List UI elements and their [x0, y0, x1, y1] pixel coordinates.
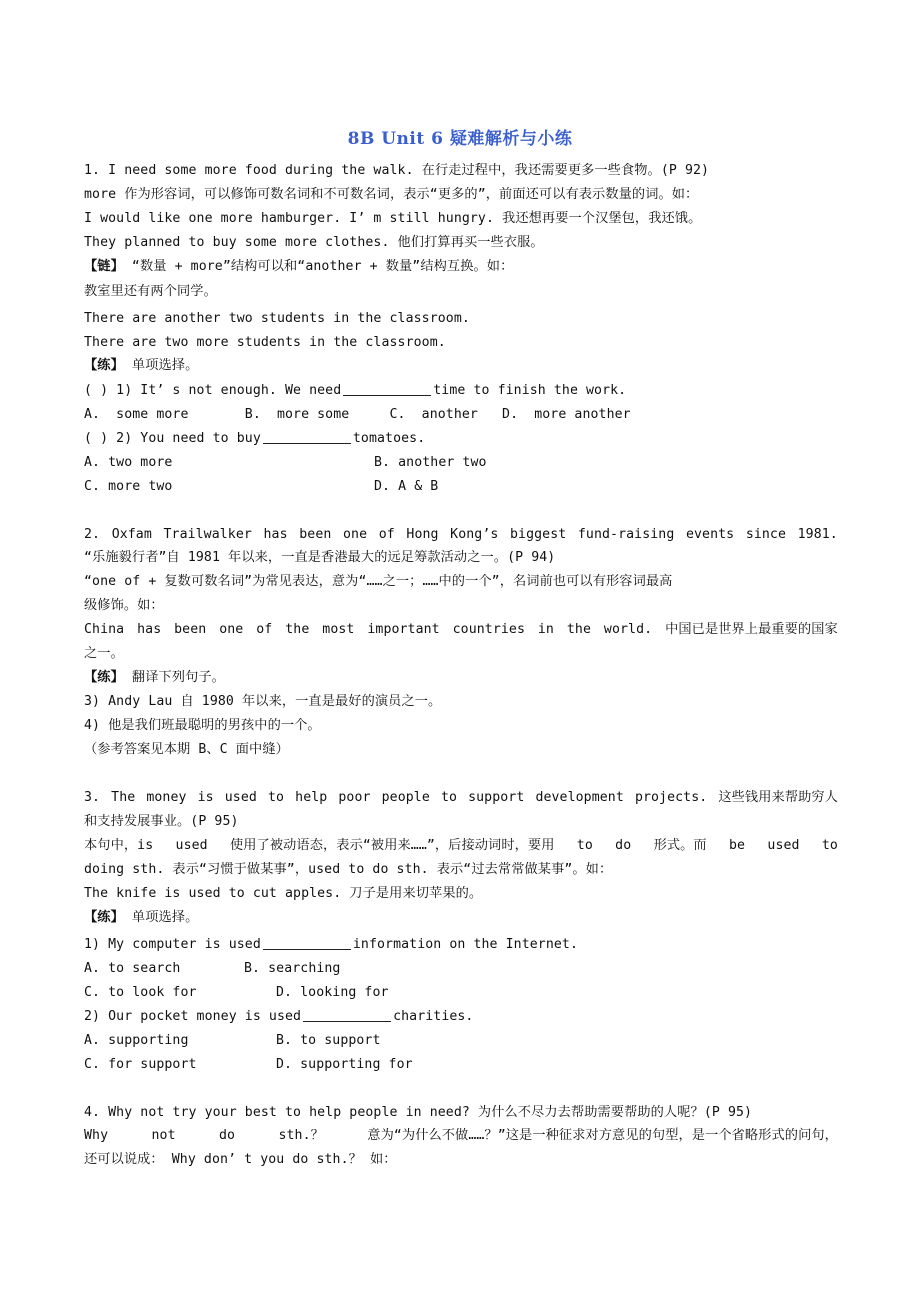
s2-question-3: 3) Andy Lau 自 1980 年以来，一直是最好的演员之一。 [84, 694, 442, 709]
word: of [256, 622, 273, 637]
word: Trailwalker [163, 527, 252, 542]
option-a: A. to search [84, 961, 181, 976]
s1-line-8: There are two more students in the classroom. [84, 335, 446, 350]
option-c: C. more two [84, 479, 173, 494]
answer-blank[interactable] [343, 381, 431, 396]
word: do [615, 838, 632, 853]
link-tag: 【链】 [84, 259, 124, 274]
s2-line-6: 之一。 [84, 646, 124, 661]
practice-tag: 【练】 [84, 358, 124, 373]
word: 3. [84, 790, 101, 805]
word: 2. [84, 527, 101, 542]
word: 中国已是世界上最重要的国家 [665, 622, 838, 637]
word: has [137, 622, 162, 637]
word: Why [84, 1128, 109, 1143]
option-c: C. for support [84, 1057, 197, 1072]
question-tail: charities. [393, 1009, 474, 1024]
practice-text: 单项选择。 [131, 910, 199, 925]
s4-line-3: 还可以说成： Why don’ t you do sth.？ 如： [84, 1152, 397, 1167]
s2-line-3: “one of + 复数可数名词”为常见表达，意为“……之一；……中的一个”，名词前也可以有形容词最高 [84, 574, 673, 589]
word: support [468, 790, 525, 805]
word: of [378, 527, 395, 542]
word: The [111, 790, 136, 805]
word: been [299, 527, 332, 542]
word: 本句中，is [84, 838, 154, 853]
question-stem: 2) Our pocket money is used [84, 1009, 302, 1024]
word: projects. [634, 790, 708, 805]
s3-line-4: doing sth. 表示“习惯于做某事”，used to do sth. 表示“过去常常做某事”。如： [84, 862, 613, 877]
word: to [576, 838, 593, 853]
word: not [151, 1128, 176, 1143]
word: 使用了被动语态，表示“被用来……”，后接动词时，要用 [230, 838, 555, 853]
word: biggest [510, 527, 567, 542]
word: used [175, 838, 208, 853]
s1-line-1: 1. I need some more food during the walk. 在行走过程中，我还需要更多一些食物。(P 92) [84, 163, 710, 178]
s3-line-2: 和支持发展事业。(P 95) [84, 814, 239, 829]
word: sth.？ [278, 1128, 324, 1143]
s1-question-1 [84, 381, 840, 401]
answer-blank[interactable] [263, 935, 351, 950]
option-a: A. supporting [84, 1033, 189, 1048]
practice-tag: 【练】 [84, 910, 124, 925]
s1-question-1-options: A. some more B. more some C. another D. more another [84, 407, 631, 422]
word: fund-raising [577, 527, 675, 542]
justified-line [84, 1126, 838, 1146]
option-d: D. A & B [374, 479, 439, 494]
s2-question-4: 4) 他是我们班最聪明的男孩中的一个。 [84, 718, 321, 733]
word: Oxfam [111, 527, 152, 542]
word: been [174, 622, 207, 637]
word: to [268, 790, 285, 805]
s2-practice-heading [84, 668, 840, 688]
s3-practice-heading [84, 908, 840, 928]
word: 形式。而 [653, 838, 707, 853]
word: most [322, 622, 355, 637]
word: used [224, 790, 257, 805]
word: China [84, 622, 125, 637]
word: since [745, 527, 787, 542]
s3-question-2 [84, 1007, 840, 1027]
answer-blank[interactable] [263, 429, 351, 444]
s1-line-2: more 作为形容词，可以修饰可数名词和不可数名词，表示“更多的”，前面还可以有表示数量的词。如： [84, 187, 699, 202]
s1-line-3: I would like one more hamburger. I’ m still hungry. 我还想再要一个汉堡包，我还饿。 [84, 211, 702, 226]
justified-line [84, 620, 838, 640]
s2-line-1 [84, 525, 840, 545]
question-tail: tomatoes. [352, 431, 426, 446]
word: is [197, 790, 214, 805]
s1-link-line [84, 257, 840, 277]
word: 这些钱用来帮助穷人 [718, 790, 838, 805]
word: to [440, 790, 458, 805]
question-tail: information on the Internet. [352, 937, 578, 952]
word: money [146, 790, 187, 805]
option-b: B. searching [244, 961, 341, 976]
word: to [821, 838, 838, 853]
word: countries [452, 622, 525, 637]
practice-text: 翻译下列句子。 [131, 670, 225, 685]
option-b: B. to support [276, 1033, 381, 1048]
s4-line-2 [84, 1126, 840, 1146]
question-stem: 1) My computer is used [84, 937, 261, 952]
word: be [729, 838, 746, 853]
word: 意为“为什么不做……？”这是一种征求对方意见的句型，是一个省略形式的问句， [367, 1128, 838, 1143]
word: Hong [406, 527, 439, 542]
word: one [343, 527, 368, 542]
word: events [685, 527, 735, 542]
practice-text: 单项选择。 [131, 358, 199, 373]
s1-line-6: 教室里还有两个同学。 [84, 284, 217, 299]
s3-line-5: The knife is used to cut apples. 刀子是用来切苹果的。 [84, 886, 483, 901]
option-a: A. two more [84, 455, 173, 470]
justified-line [84, 836, 838, 856]
question-tail: time to finish the work. [433, 383, 627, 398]
word: used [767, 838, 800, 853]
word: world. [603, 622, 653, 637]
s1-practice-heading [84, 356, 840, 376]
word: the [285, 622, 310, 637]
word: development [535, 790, 624, 805]
word: help [295, 790, 328, 805]
option-c: C. to look for [84, 985, 197, 1000]
justified-line [84, 525, 838, 545]
answer-blank[interactable] [303, 1007, 391, 1022]
s3-line-1 [84, 788, 840, 808]
justified-line [84, 788, 838, 808]
word: in [537, 622, 554, 637]
s1-line-4: They planned to buy some more clothes. 他们打算再买一些衣服。 [84, 235, 544, 250]
word: poor [338, 790, 371, 805]
s2-answer-note: （参考答案见本期 B、C 面中缝） [84, 742, 289, 757]
question-stem: ( ) 1) It’ s not enough. We need [84, 383, 342, 398]
s1-line-7: There are another two students in the classroom. [84, 311, 470, 326]
page-title: 8B Unit 6 疑难解析与小练 [347, 129, 573, 149]
practice-tag: 【练】 [84, 670, 124, 685]
s4-line-1: 4. Why not try your best to help people in need? 为什么不尽力去帮助需要帮助的人呢？(P 95) [84, 1105, 753, 1120]
word: 1981. [797, 527, 838, 542]
option-b: B. another two [374, 455, 487, 470]
s1-question-2 [84, 429, 840, 449]
word: Kong’s [450, 527, 499, 542]
word: the [566, 622, 592, 637]
option-d: D. looking for [276, 985, 389, 1000]
word: do [219, 1128, 236, 1143]
link-text: “数量 + more”结构可以和“another + 数量”结构互换。如： [131, 259, 514, 274]
question-stem: ( ) 2) You need to buy [84, 431, 261, 446]
word: has [263, 527, 288, 542]
s2-line-4: 级修饰。如： [84, 598, 164, 613]
word: one [219, 622, 244, 637]
s2-line-5 [84, 620, 840, 640]
s3-question-1 [84, 935, 840, 955]
s3-line-3 [84, 836, 840, 856]
option-d: D. supporting for [276, 1057, 413, 1072]
s2-line-2: “乐施毅行者”自 1981 年以来，一直是香港最大的远足筹款活动之一。(P 94) [84, 550, 556, 565]
word: important [367, 622, 440, 637]
word: people [381, 790, 430, 805]
